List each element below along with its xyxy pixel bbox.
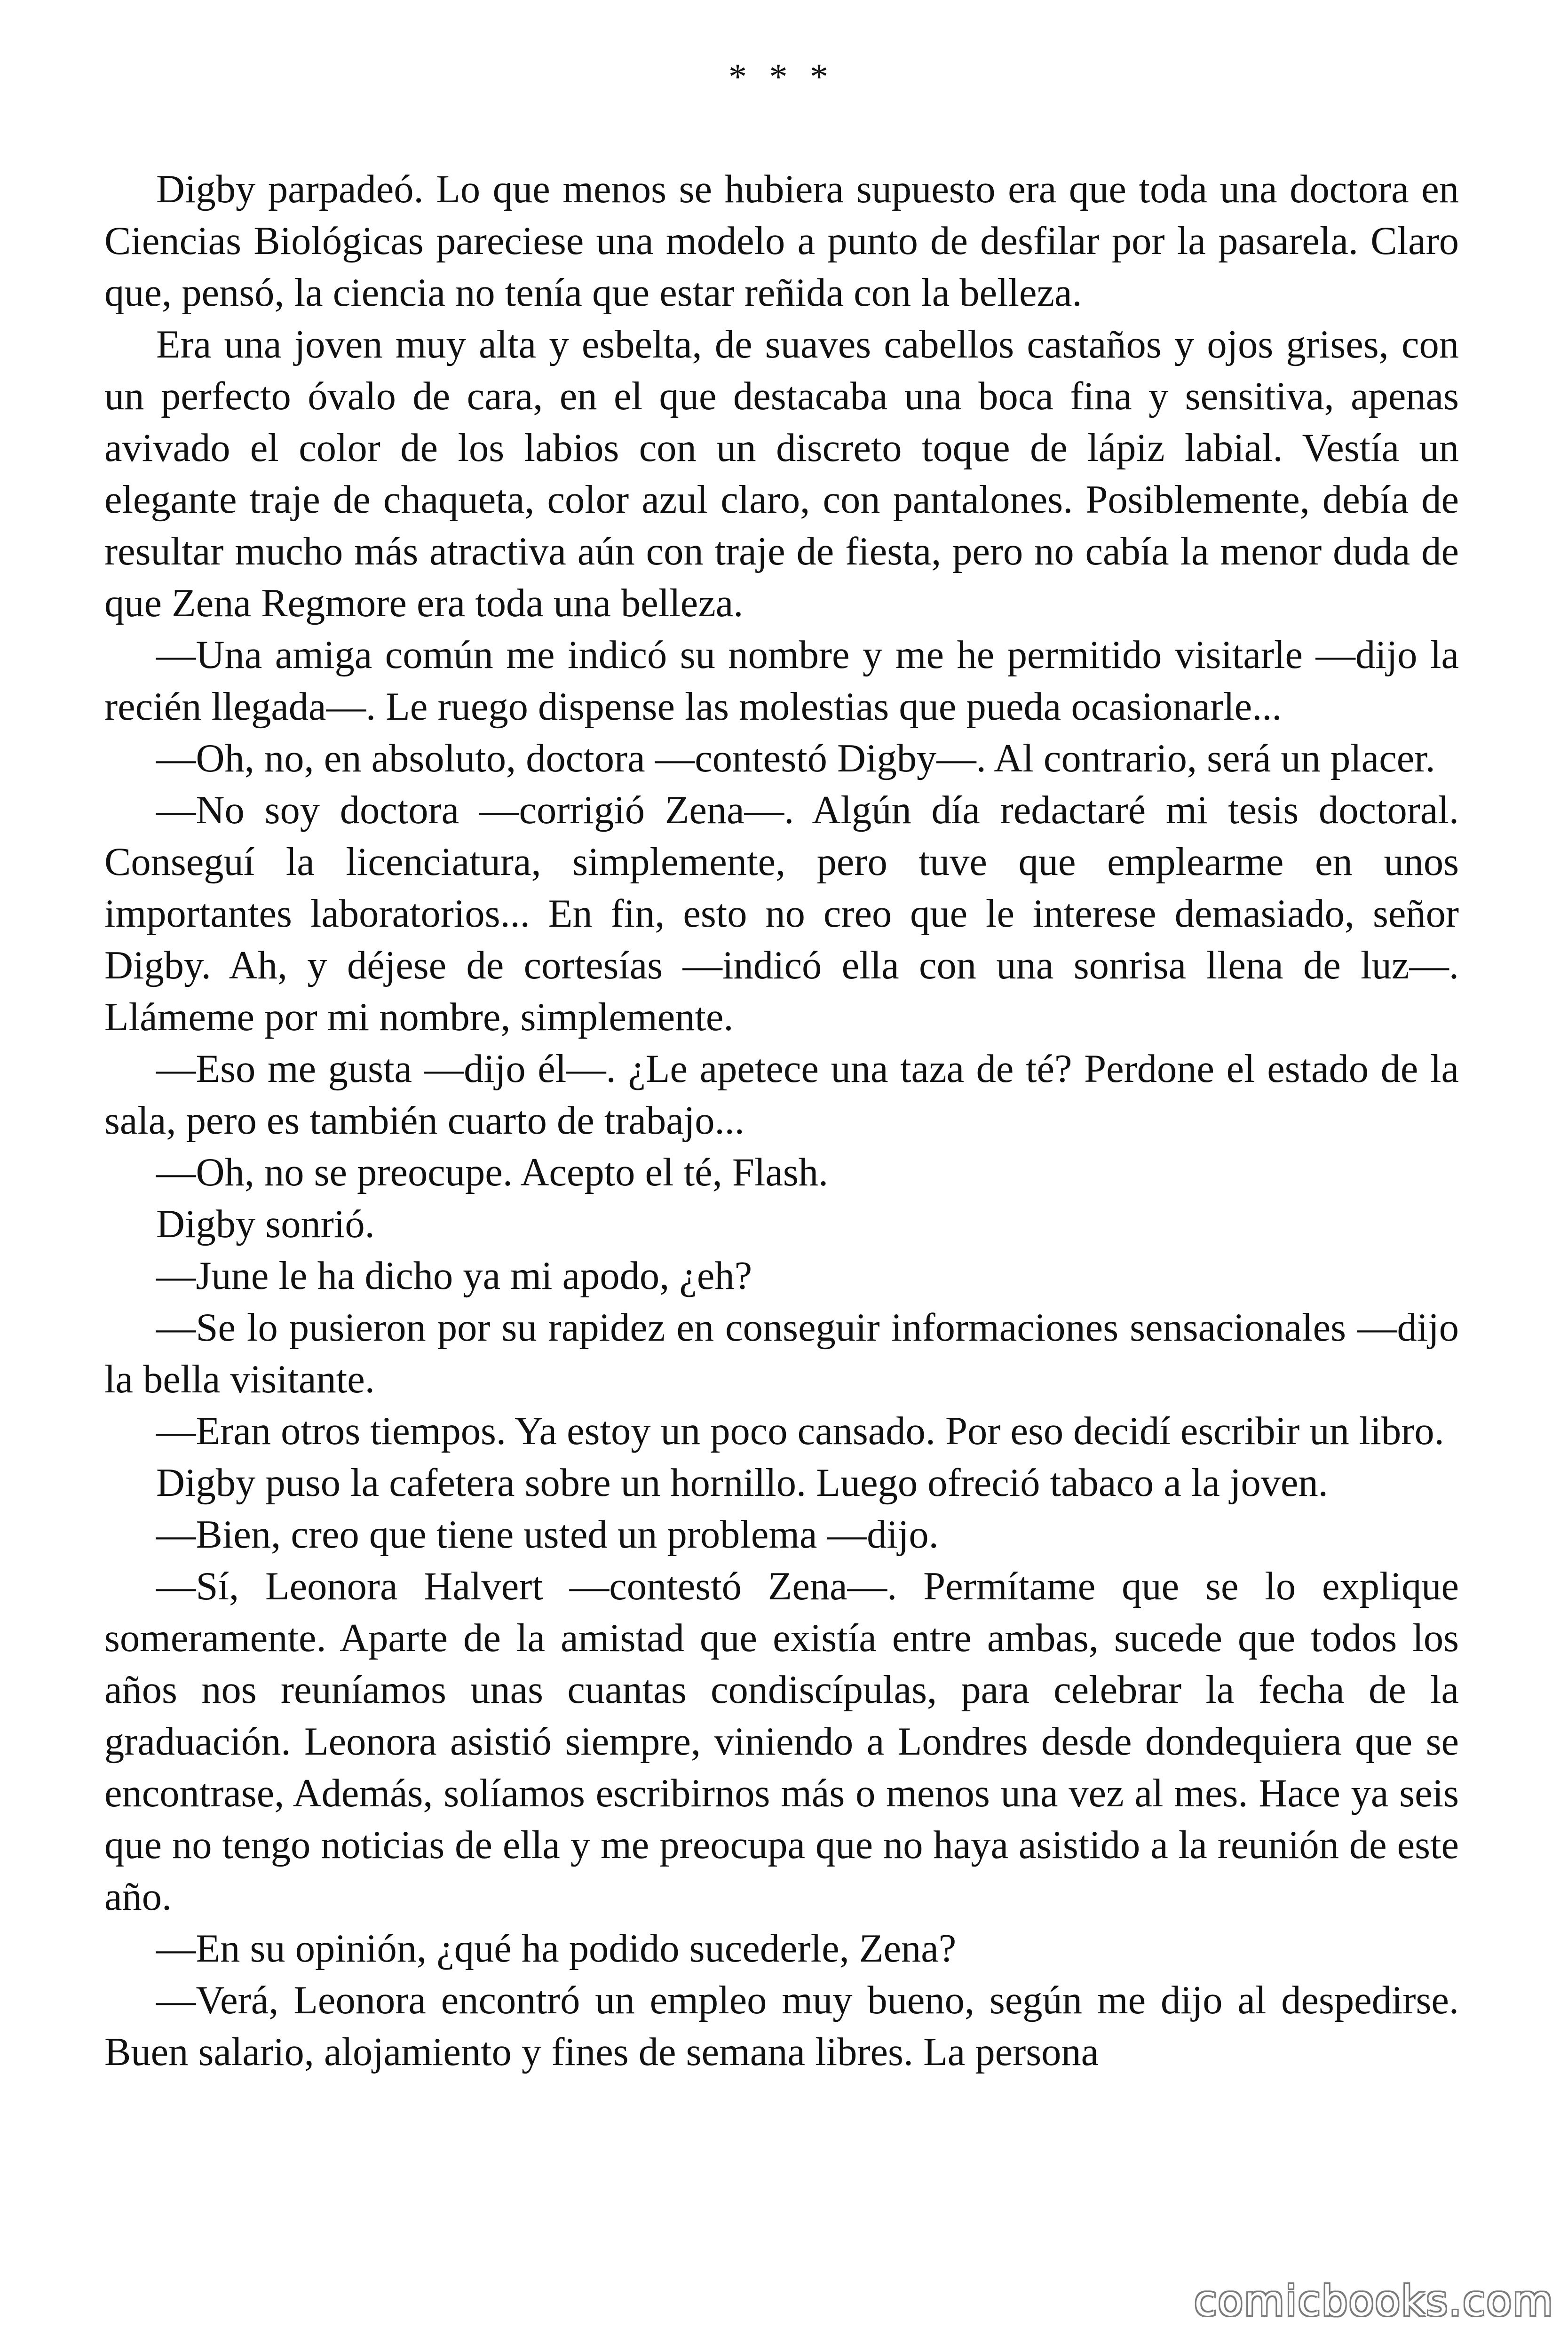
paragraph: Era una joven muy alta y esbelta, de suaves cabellos castaños y ojos grises, con un perfecto óvalo de cara, en el que destacaba una boca fina y sensitiva, apenas avivado el color de los labios con un discreto toque de lápiz labial. Vestía un elegante traje de chaqueta, color azul claro, con pantalones. Posiblemente, debía de resultar mucho más atractiva aún con traje de fiesta, pero no cabía la menor duda de que Zena Regmore era toda una belleza. — [104, 323, 1459, 625]
paragraph: —Eran otros tiempos. Ya estoy un poco cansado. Por eso decidí escribir un libro. — [156, 1409, 1444, 1453]
section-separator: * * * — [729, 56, 835, 97]
watermark: comicbooks.com — [1194, 2277, 1554, 2325]
book-page — [104, 0, 1459, 2352]
paragraph: Digby sonrió. — [156, 1202, 375, 1246]
paragraph: —Verá, Leonora encontró un empleo muy bueno, según me dijo al despedirse. Buen salario, alojamiento y fines de semana libres. La persona — [104, 1979, 1459, 2074]
paragraph: —Oh, no, en absoluto, doctora —contestó Digby—. Al contrario, será un placer. — [156, 737, 1435, 780]
paragraph: —No soy doctora —corrigió Zena—. Algún día redactaré mi tesis doctoral. Conseguí la licenciatura, simplemente, pero tuve que emplearme en unos importantes laboratorios... En fin, esto no creo que le interese demasiado, señor Digby. Ah, y déjese de cortesías —indicó ella con una sonrisa llena de luz—. Llámeme por mi nombre, simplemente. — [104, 788, 1459, 1039]
body-text — [104, 164, 1459, 2078]
paragraph: —Oh, no se preocupe. Acepto el té, Flash. — [156, 1151, 829, 1194]
paragraph: —Una amiga común me indicó su nombre y me he permitido visitarle —dijo la recién llegada—. Le ruego dispense las molestias que pueda ocasionarle... — [104, 633, 1459, 729]
paragraph: —Sí, Leonora Halvert —contestó Zena—. Permítame que se lo explique someramente. Aparte de la amistad que existía entre ambas, sucede que todos los años nos reuníamos unas cuantas condiscípulas, para celebrar la fecha de la graduación. Leonora asistió siempre, viniendo a Londres desde dondequiera que se encontrase, Además, solíamos escribirnos más o menos una vez al mes. Hace ya seis que no tengo noticias de ella y me preocupa que no haya asistido a la reunión de este año. — [104, 1565, 1459, 1919]
paragraph: Digby puso la cafetera sobre un hornillo. Luego ofreció tabaco a la joven. — [156, 1461, 1328, 1505]
paragraph: Digby parpadeó. Lo que menos se hubiera supuesto era que toda una doctora en Ciencias Biológicas pareciese una modelo a punto de desfilar por la pasarela. Claro que, pensó, la ciencia no tenía que estar reñida con la belleza. — [104, 167, 1459, 315]
paragraph: —Se lo pusieron por su rapidez en conseguir informaciones sensacionales —dijo la bella visitante. — [104, 1306, 1459, 1401]
paragraph: —June le ha dicho ya mi apodo, ¿eh? — [156, 1254, 752, 1298]
paragraph: —Bien, creo que tiene usted un problema —dijo. — [156, 1513, 939, 1557]
paragraph: —Eso me gusta —dijo él—. ¿Le apetece una taza de té? Perdone el estado de la sala, pero es también cuarto de trabajo... — [104, 1047, 1459, 1143]
paragraph: —En su opinión, ¿qué ha podido sucederle, Zena? — [156, 1927, 957, 1971]
